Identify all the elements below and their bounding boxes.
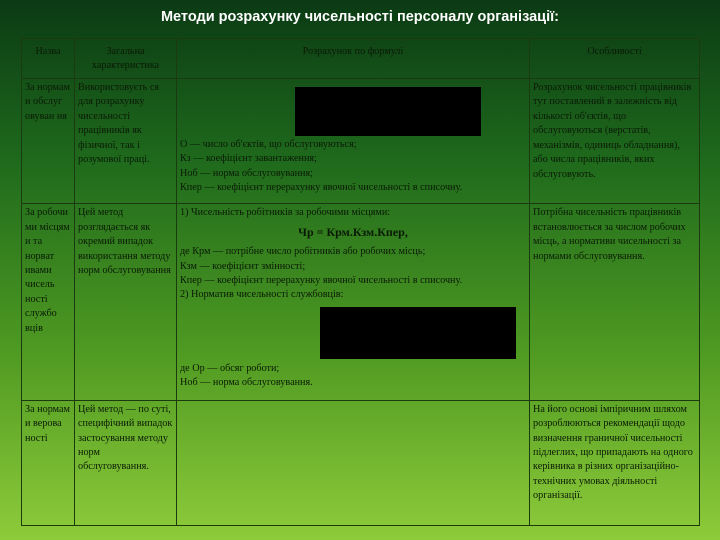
row2-name: За робочи ми місцям и та норват ивами чисель ності службо вців — [22, 204, 75, 400]
formula-line: Ноб — норма обслуговування. — [180, 377, 313, 389]
formula-line: Кз — коефіцієнт завантаження; — [180, 153, 317, 165]
formula-line: де Крм — потрібне число робітників або робочих місць; — [180, 246, 426, 258]
row1-features: Розрахунок чисельності працівників тут поставлений в залежність від кількості об'єктів, що обслуговуються (верстатів, механізмів, одиниць обладнання), або числа працівників, яких обслуговують. — [530, 79, 700, 204]
header-characteristic: Загальна характеристика — [75, 39, 177, 79]
page-title: Методи розрахунку чисельності персоналу організації: — [160, 9, 560, 25]
row1-name: За нормам и обслуг овуван ня — [22, 79, 75, 204]
formula-main: Чр = Крм.Кзм.Кпер, — [298, 224, 408, 239]
formula-intro-2: 2) Норматив чисельності службовців: — [180, 289, 344, 301]
row3-features: На його основі імпіричним шляхом розроблюються рекомендації щодо визначення граничної чисельності підлеглих, що припадають на одного керівника в різних організаційно-технічних умовах діяльності організації. — [530, 400, 700, 525]
table-row — [22, 79, 700, 204]
header-name: Назва — [22, 39, 75, 79]
row2-features: Потрібна чисельність працівників встановлюється за числом робочих місць, а нормативи чисельності за нормами обслуговування. — [530, 204, 700, 400]
row1-formula — [177, 79, 530, 204]
formula-line: О — число об'єктів, що обслуговуються; — [180, 139, 357, 151]
formula-line: Кпер — коефіцієнт перерахунку явочної чисельності в списочну. — [180, 274, 463, 286]
table-header-row — [22, 39, 700, 79]
formula-image-redacted — [295, 87, 481, 136]
methods-table — [21, 38, 700, 526]
formula-intro: 1) Чисельність робітників за робочими місцями: — [180, 207, 391, 219]
row3-name: За нормам и верова ності — [22, 400, 75, 525]
formula-line: Ноб — норма обслуговування; — [180, 167, 314, 179]
formula-image-redacted — [320, 307, 516, 359]
row2-characteristic: Цей метод розглядається як окремий випадок використання методу норм обслуговування — [75, 204, 177, 400]
row1-characteristic: Використовуєть ся для розрахунку чисельності працівників як фізичної, так і розумової праці. — [75, 79, 177, 204]
formula-line: де Ор — обсяг роботи; — [180, 362, 280, 374]
header-formula: Розрахунок по формулі — [177, 39, 530, 79]
formula-line: Кпер — коефіцієнт перерахунку явочної чисельності в списочну. — [180, 182, 463, 194]
row3-characteristic: Цей метод — по суті, специфічний випадок застосування методу норм обслуговування. — [75, 400, 177, 525]
header-features: Особливості — [530, 39, 700, 79]
row2-formula — [177, 204, 530, 400]
row3-formula — [177, 400, 530, 525]
table-row — [22, 400, 700, 525]
formula-line: Кзм — коефіцієнт змінності; — [180, 260, 306, 272]
table-row — [22, 204, 700, 400]
